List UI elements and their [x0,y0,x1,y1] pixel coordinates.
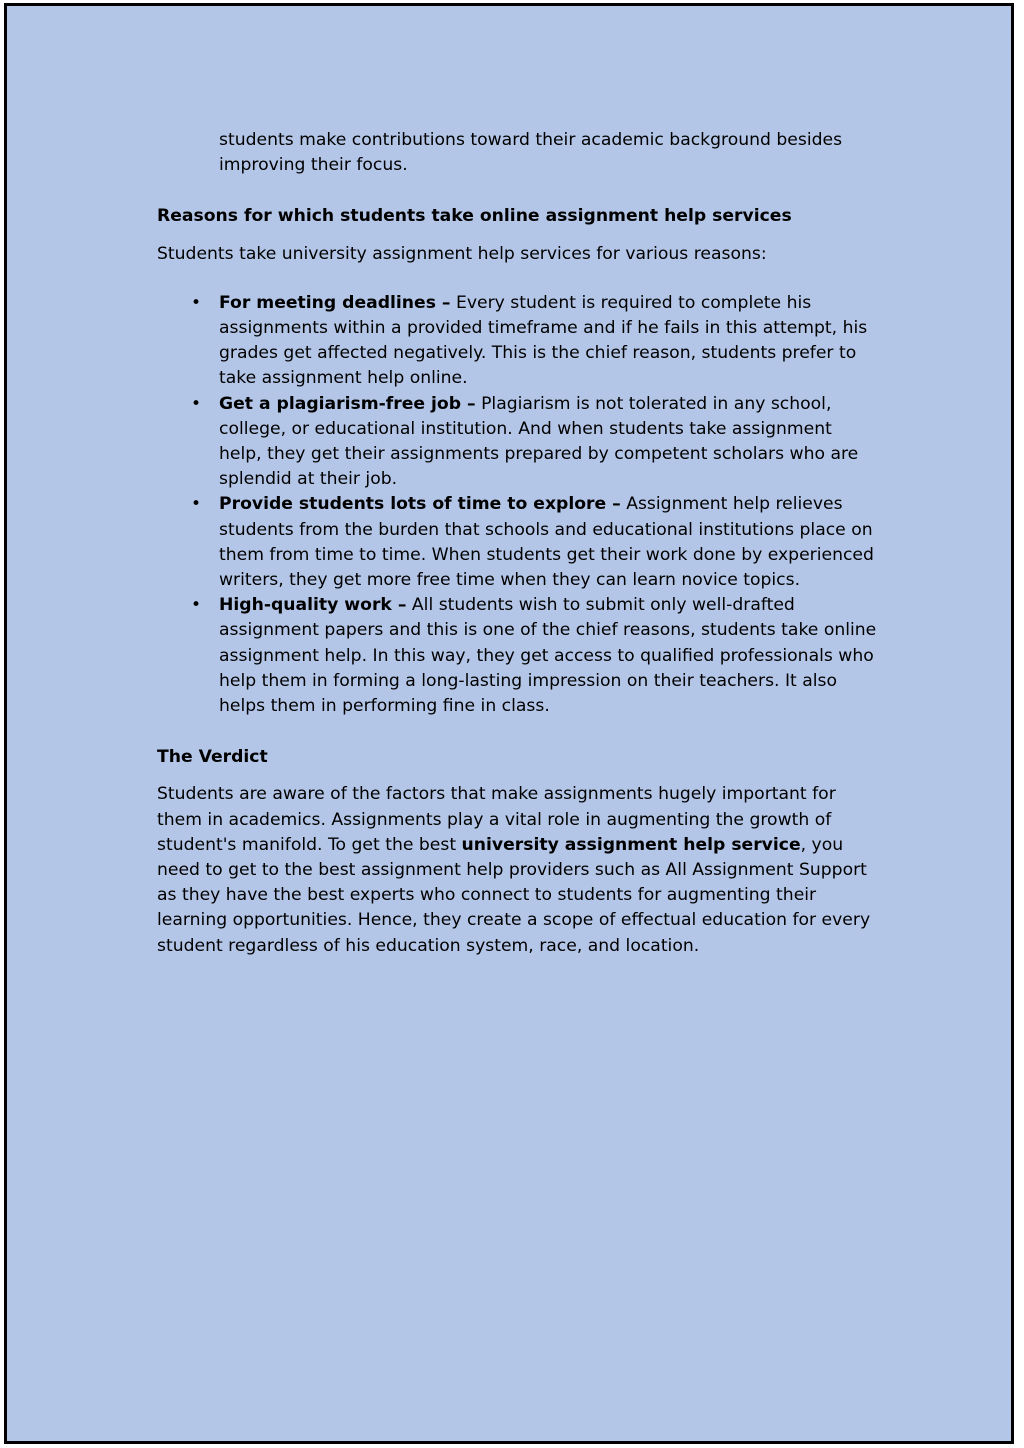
reasons-lead-paragraph: Students take university assignment help services for various reasons: [157,243,767,264]
bullet-icon: • [191,595,202,616]
verdict-paragraph [157,782,877,958]
document-page [4,3,1014,1444]
reasons-bullet-list [157,291,877,719]
bullet-text: Plagiarism is not tolerated in any school, college, or educational institution. And when students take assignment help, they get their assignments prepared by competent scholars who are splendid at their job. [219,393,859,490]
bullet-term: Get a plagiarism-free job – [219,393,476,414]
list-item [157,492,877,593]
bullet-text: All students wish to submit only well-drafted assignment papers and this is one of the chief reasons, students take online assignment help. In this way, they get access to qualified professionals who help them in forming a long-lasting impression on their teachers. It also helps them in performing fine in class. [219,595,877,717]
bullet-text: Assignment help relieves students from the burden that schools and educational institutions place on them from time to time. When students get their work done by experienced writers, they get more free time when they can learn novice topics. [219,494,874,591]
bullet-term: Provide students lots of time to explore – [219,494,621,515]
bullet-icon: • [191,494,202,515]
reasons-heading: Reasons for which students take online assignment help services [157,206,792,227]
verdict-text-after: , you need to get to the best assignment help providers such as All Assignment Support as they have the best experts who connect to students for augmenting their learning opportunities. Hence, they create a scope of effectual education for every student regardless of his education system, race, and location. [157,834,871,956]
verdict-text-before: Students are aware of the factors that make assignments hugely important for them in academics. Assignments play a vital role in augmenting the growth of student's manifold. To get the best [157,784,836,855]
bullet-icon: • [191,292,202,313]
list-item [157,291,877,392]
list-item [157,392,877,493]
list-item [157,593,877,719]
verdict-bold-phrase: university assignment help service [461,834,801,855]
bullet-term: For meeting deadlines – [219,292,451,313]
bullet-icon: • [191,393,202,414]
bullet-text: Every student is required to complete his assignments within a provided timeframe and if he fails in this attempt, his grades get affected negatively. This is the chief reason, students prefer to take assignment help online. [219,292,868,389]
verdict-heading: The Verdict [157,747,268,768]
intro-continuation-paragraph: students make contributions toward their academic background besides improving their focus. [219,130,843,176]
page-content [157,128,877,959]
bullet-term: High-quality work – [219,595,407,616]
